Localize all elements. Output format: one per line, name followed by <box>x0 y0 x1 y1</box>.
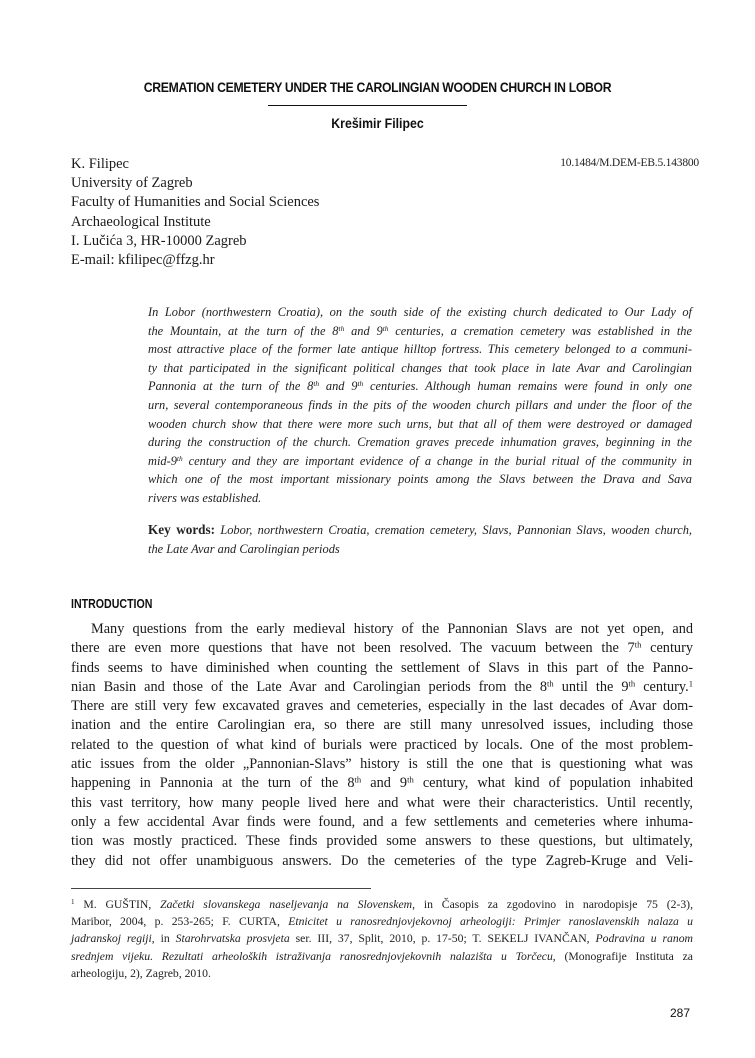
affiliation-university: University of Zagreb <box>71 175 193 192</box>
abstract-line: the Mountain, at the turn of the 8th and 9th centuries, a cremation cemetery was established in the <box>148 323 692 338</box>
abstract-line: In Lobor (northwestern Croatia), on the south side of the existing church dedicated to Our Lady of <box>148 305 692 319</box>
abstract-line: Pannonia at the turn of the 8th and 9th centuries. Although human remains were found in only one <box>148 379 692 394</box>
footnote-1: $^1$ M. GUŠTIN, Začetki slovanskega naseljevanja na Slovenskem, in Časopis za zgodovino in narodopisje 75 (2-3), Maribor, 2004, p. 253-265; F. CURTA, Etnicitet u ranosrednjovjekovnoj arheologiji: Primjer ranoslavenskih nalaza u jadranskoj regiji, in Starohrvatska prosvjeta ser. III, 37, Split, 2010, p. 17-50; T. SEKELJ IVANČAN, Podravina u ranom srednjem vijeku. Rezultati arheoloških istraživanja ranosrednjovjekovnih nalazišta u Torčecu, (Monografije Instituta za arheologiju, 2), Zagreb, 2010. <box>71 898 694 980</box>
abstract-line: mid-9th century and they are important evidence of a change in the burial ritual of the community in <box>148 453 692 468</box>
abstract-line: which one of the most important missionary points among the Slavs between the Drava and Sava <box>148 472 692 487</box>
affiliation-name: K. Filipec <box>71 156 129 172</box>
section-heading-introduction: INTRODUCTION <box>71 597 153 611</box>
abstract-line: rivers was established. <box>148 490 262 505</box>
body-line: this vast territory, how many people lived here and what were their characteristics. Until recently, <box>71 794 693 811</box>
doi-identifier[interactable]: 10.1484/M.DEM-EB.5.143800 <box>560 157 699 169</box>
affiliation-institute: Archaeological Institute <box>71 213 211 230</box>
article-title: CREMATION CEMETERY UNDER THE CAROLINGIAN WOODEN CHURCH IN LOBOR <box>143 80 612 96</box>
author-name: Krešimir Filipec <box>331 115 424 131</box>
affiliation-email[interactable]: E-mail: kfilipec@ffzg.hr <box>71 252 215 269</box>
page-number: 287 <box>670 1006 691 1020</box>
keywords-label: Key words: <box>148 522 216 537</box>
body-line: finds seems to have diminished when counting the settlement of Slavs in this part of the Panno- <box>71 659 693 676</box>
body-line: they did not offer unambiguous answers. Do the cemeteries of the type Zagreb-Kruge and Veli- <box>71 852 693 869</box>
body-line: Many questions from the early medieval history of the Pannonian Slavs are not yet open, and <box>91 621 693 637</box>
abstract-line: urn, several contemporaneous finds in the pits of the wooden church pillars and under the floor of the <box>148 397 692 412</box>
author-affiliation <box>71 155 319 270</box>
footnote-ref[interactable]: 1 <box>688 678 694 689</box>
affiliation-faculty: Faculty of Humanities and Social Sciences <box>71 194 320 211</box>
body-line: atic issues from the older „Pannonian-Slavs” history is still the one that is questioning what was <box>71 756 693 773</box>
body-line: there are even more questions that have not been resolved. The vacuum between the 7th century <box>71 639 693 657</box>
keywords-text: Lobor, northwestern Croatia, cremation cemetery, Slavs, Pannonian Slavs, wooden church, <box>215 523 692 537</box>
body-line: nian Basin and those of the Late Avar and Carolingian periods from the 8th until the 9th century.$^1$ <box>71 678 694 695</box>
footnote-marker: 1 <box>71 898 75 907</box>
keywords <box>148 521 692 558</box>
body-line: There are still very few excavated graves and cemeteries, especially in the last decades of Avar dom- <box>71 698 693 715</box>
body-line: only a few accidental Avar finds were found, and a few settlements and cemeteries where inhuma- <box>71 813 693 830</box>
body-line: happening in Pannonia at the turn of the 8th and 9th century, what kind of population inhabited <box>71 774 693 792</box>
keywords-text: the Late Avar and Carolingian periods <box>148 541 340 556</box>
abstract <box>148 303 692 508</box>
body-line: related to the question of what kind of burials were practiced by locals. One of the most problem- <box>71 736 693 753</box>
body-line: tion was mostly practiced. These finds provided some answers to these questions, but ultimately, <box>71 833 693 850</box>
abstract-line: wooden church show that there were more such urns, but that all of them were destroyed or damaged <box>148 416 692 431</box>
footnote-divider <box>71 888 371 889</box>
abstract-line: ty that participated in the significant political changes that took place in late Avar and Carolingian <box>148 360 692 375</box>
title-divider <box>268 105 467 106</box>
abstract-line: most attractive place of the former late antique hilltop fortress. This cemetery belonged to a communi- <box>148 342 692 357</box>
introduction-body <box>71 620 693 871</box>
abstract-line: during the construction of the church. Cremation graves precede inhumation graves, beginning in the <box>148 435 692 450</box>
body-line: ination and the entire Carolingian era, so there are still many unresolved issues, including those <box>71 717 693 734</box>
affiliation-address: I. Lučića 3, HR-10000 Zagreb <box>71 232 247 249</box>
